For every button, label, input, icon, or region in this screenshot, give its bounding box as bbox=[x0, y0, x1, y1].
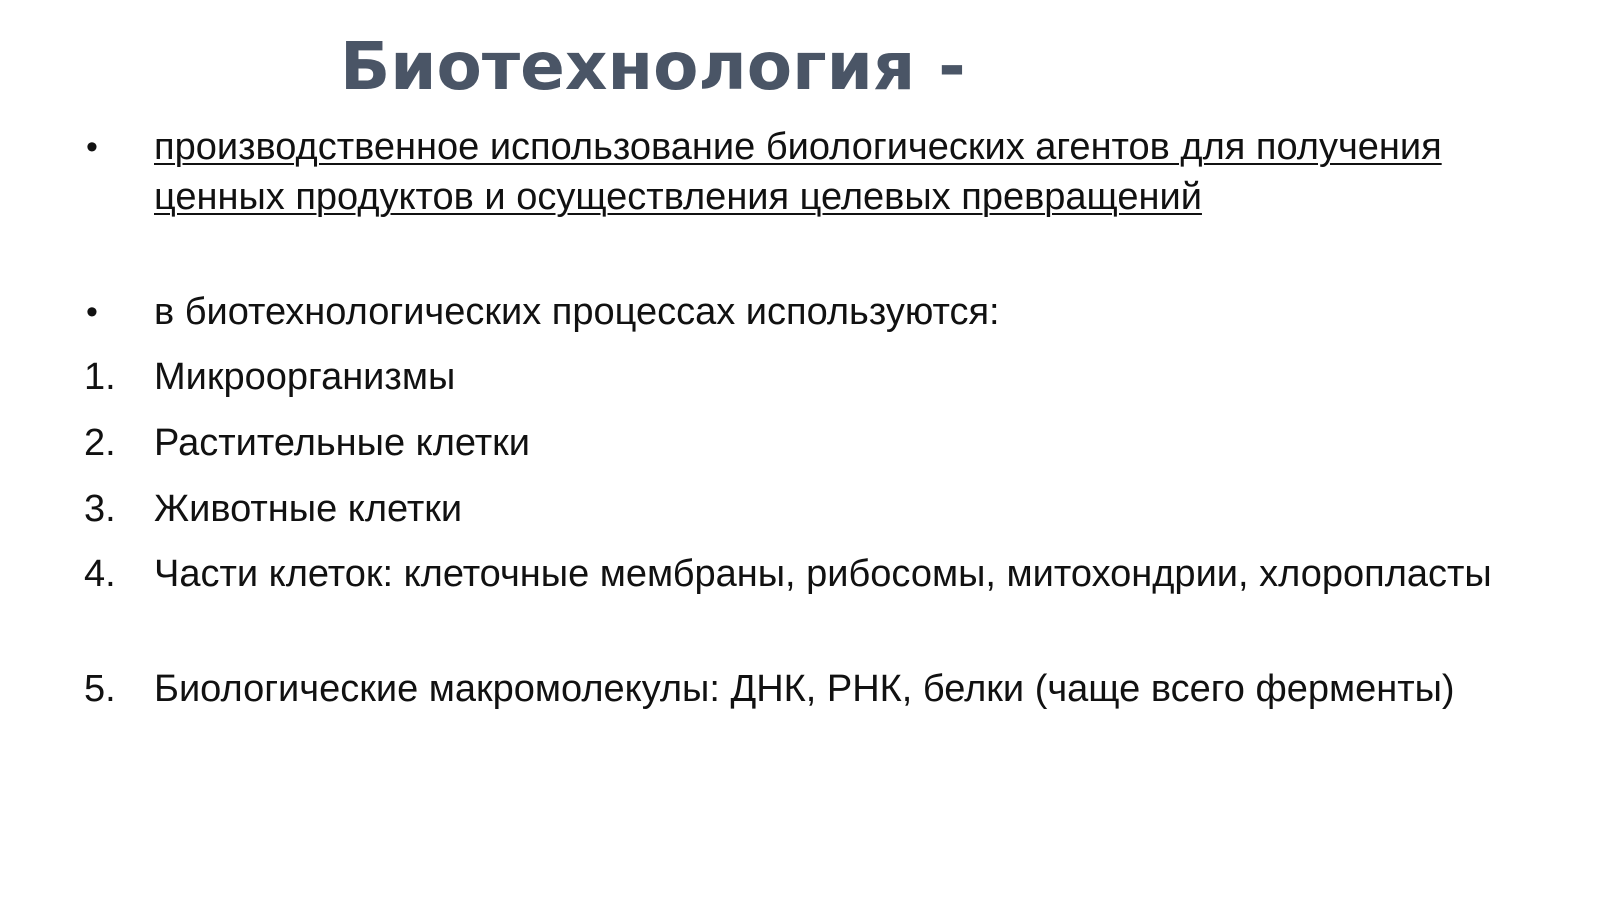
list-item-text: Биологические макромолекулы: ДНК, РНК, белки (чаще всего ферменты) bbox=[154, 668, 1455, 710]
list-number: 2. bbox=[84, 422, 116, 464]
bullet-marker: • bbox=[86, 128, 98, 166]
list-item-text: Микроорганизмы bbox=[154, 356, 456, 398]
processes-text: в биотехнологических процессах используются: bbox=[154, 291, 1000, 333]
list-number: 4. bbox=[84, 553, 116, 595]
list-number: 3. bbox=[84, 488, 116, 530]
list-number: 1. bbox=[84, 356, 116, 398]
list-item-text: Растительные клетки bbox=[154, 422, 531, 464]
bullet-marker: • bbox=[86, 293, 98, 331]
list-item-text: Части клеток: клеточные мембраны, рибосомы, митохондрии, хлоропласты bbox=[154, 553, 1492, 595]
definition-text: производственное использование биологических агентов для получения ценных продуктов и осуществления целевых превращений bbox=[154, 126, 1442, 218]
slide-title: Биотехнология - bbox=[340, 28, 966, 105]
list-number: 5. bbox=[84, 668, 116, 710]
list-item-text: Животные клетки bbox=[154, 488, 463, 530]
